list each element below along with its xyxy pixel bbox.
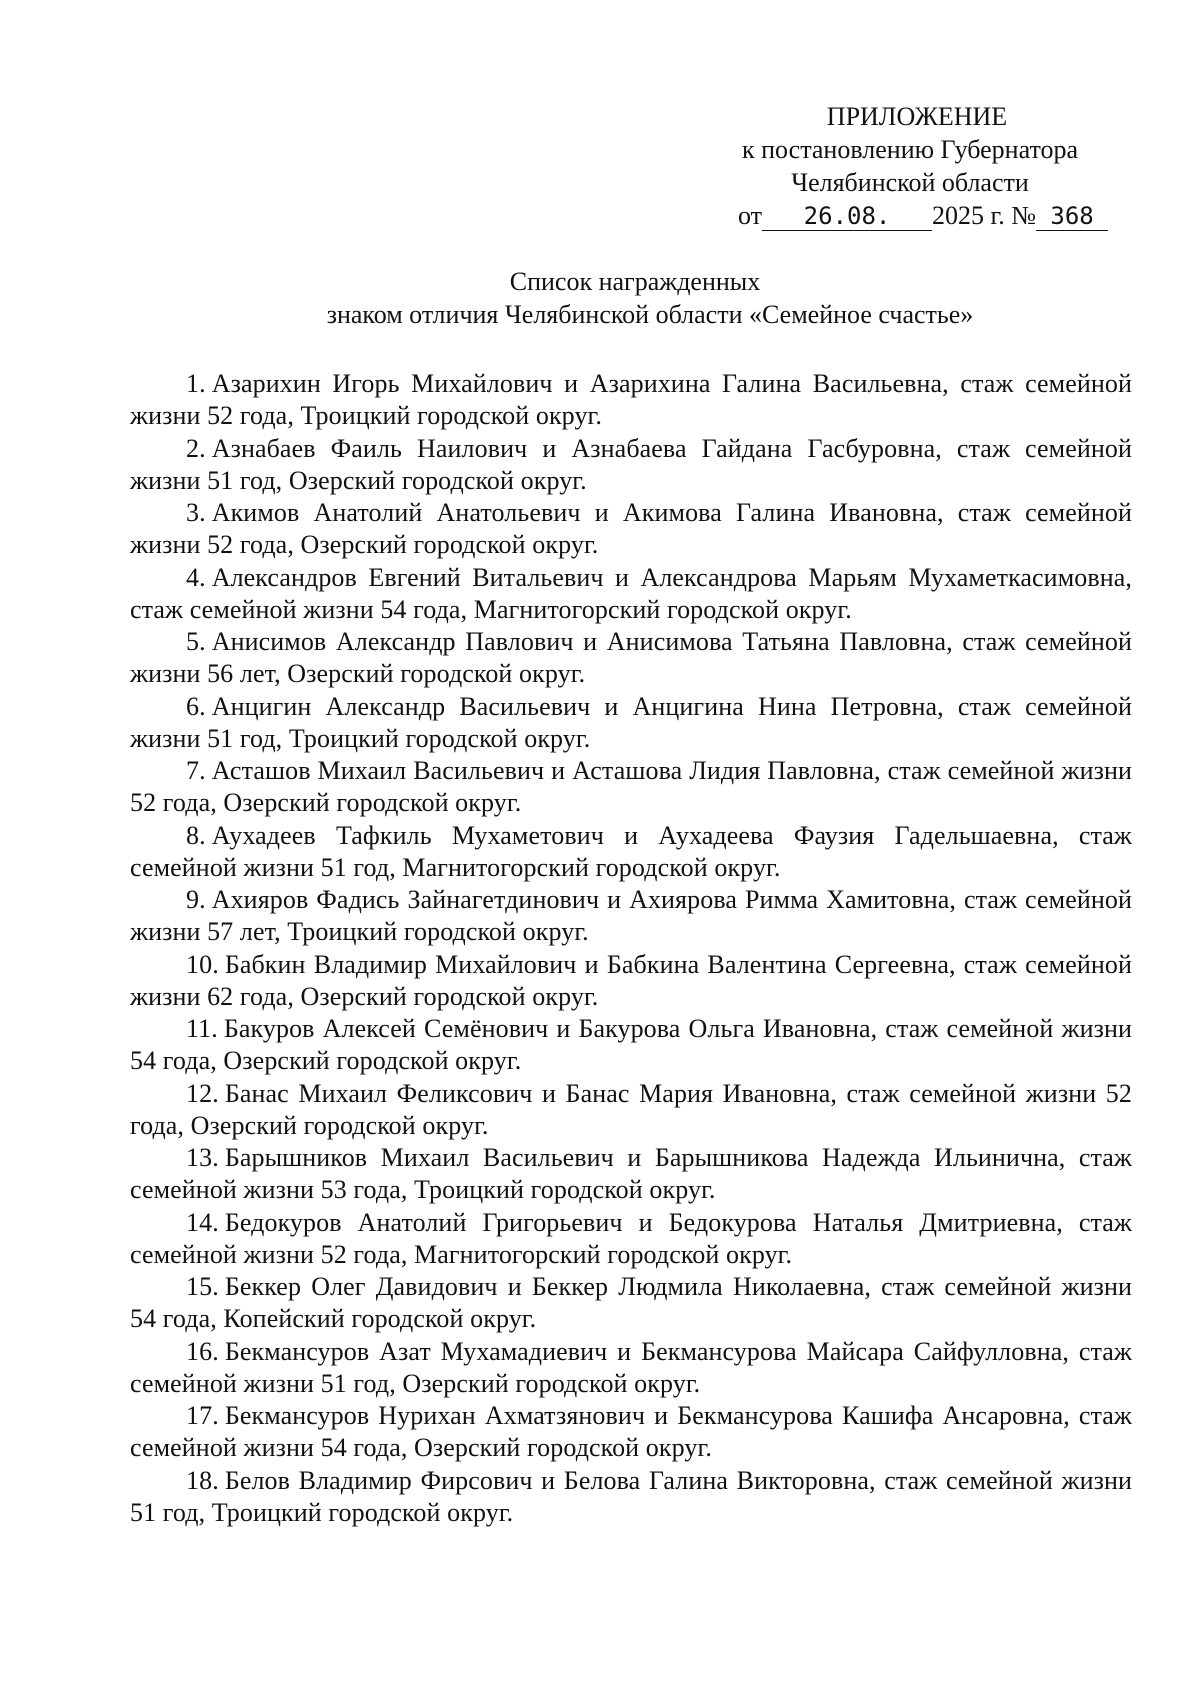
appendix-line-region: Челябинской области bbox=[791, 168, 1029, 197]
item-number: 2. bbox=[186, 433, 206, 463]
list-item bbox=[130, 884, 1132, 948]
list-item bbox=[130, 1465, 1132, 1529]
date-prefix: от bbox=[738, 201, 763, 230]
list-item bbox=[130, 1400, 1132, 1464]
list-item bbox=[130, 497, 1132, 561]
item-number: 5. bbox=[186, 627, 206, 656]
awardees-list bbox=[130, 368, 1132, 1529]
item-number: 7. bbox=[186, 756, 206, 785]
item-text: Акимов Анатолий Анатольевич и Акимова Галина Ивановна, стаж семейной жизни 52 года, Озерский городской округ. bbox=[130, 498, 1132, 559]
item-number: 10. bbox=[186, 949, 219, 979]
item-number: 17. bbox=[186, 1401, 219, 1430]
item-text: Анцигин Александр Васильевич и Анцигина Нина Петровна, стаж семейной жизни 51 год, Троицкий городской округ. bbox=[130, 691, 1132, 753]
list-item bbox=[130, 755, 1132, 819]
appendix-block bbox=[700, 100, 1120, 232]
heading-line-1: Список награжденных bbox=[509, 267, 761, 296]
decree-date: 26.08. bbox=[762, 202, 932, 231]
item-text: Азарихин Игорь Михайлович и Азарихина Галина Васильевна, стаж семейной жизни 52 года, Троицкий городской округ. bbox=[130, 369, 1132, 430]
item-text: Александров Евгений Витальевич и Александрова Марьям Мухаметкасимовна, стаж семейной жизни 54 года, Магнитогорский городской округ. bbox=[130, 562, 1132, 624]
item-text: Бакуров Алексей Семёнович и Бакурова Ольга Ивановна, стаж семейной жизни 54 года, Озерский городской округ. bbox=[130, 1014, 1132, 1075]
item-number: 1. bbox=[186, 369, 206, 398]
item-text: Ахияров Фадись Зайнагетдинович и Ахиярова Римма Хамитовна, стаж семейной жизни 57 лет, Троицкий городской округ. bbox=[130, 885, 1132, 946]
list-item bbox=[130, 1271, 1132, 1335]
item-number: 3. bbox=[186, 498, 206, 527]
item-text: Барышников Михаил Васильевич и Барышникова Надежда Ильинична, стаж семейной жизни 53 года, Троицкий городской округ. bbox=[130, 1143, 1132, 1204]
list-item bbox=[130, 433, 1132, 497]
list-item bbox=[130, 691, 1132, 755]
item-number: 6. bbox=[186, 691, 206, 721]
appendix-date-line bbox=[700, 199, 1120, 232]
list-item bbox=[130, 1078, 1132, 1142]
list-item bbox=[130, 820, 1132, 884]
list-heading bbox=[130, 265, 1140, 331]
list-item bbox=[130, 1207, 1132, 1271]
item-number: 18. bbox=[186, 1465, 219, 1495]
list-item bbox=[130, 1336, 1132, 1400]
item-text: Бекмансуров Азат Мухамадиевич и Бекмансурова Майсара Сайфулловна, стаж семейной жизни 51 год, Озерский городской округ. bbox=[130, 1336, 1132, 1398]
list-item bbox=[130, 949, 1132, 1013]
item-text: Бедокуров Анатолий Григорьевич и Бедокурова Наталья Дмитриевна, стаж семейной жизни 52 года, Магнитогорский городской округ. bbox=[130, 1207, 1132, 1269]
item-number: 13. bbox=[186, 1143, 219, 1172]
item-number: 12. bbox=[186, 1078, 219, 1108]
item-number: 16. bbox=[186, 1336, 219, 1366]
item-number: 11. bbox=[186, 1014, 218, 1043]
item-number: 9. bbox=[186, 885, 206, 914]
item-text: Белов Владимир Фирсович и Белова Галина Викторовна, стаж семейной жизни 51 год, Троицкий городской округ. bbox=[130, 1465, 1132, 1527]
list-item bbox=[130, 368, 1132, 432]
item-text: Банас Михаил Феликсович и Банас Мария Ивановна, стаж семейной жизни 52 года, Озерский городской округ. bbox=[130, 1078, 1132, 1140]
list-item bbox=[130, 562, 1132, 626]
list-item bbox=[130, 626, 1132, 690]
item-text: Асташов Михаил Васильевич и Асташова Лидия Павловна, стаж семейной жизни 52 года, Озерский городской округ. bbox=[130, 756, 1132, 817]
list-item bbox=[130, 1013, 1132, 1077]
item-text: Беккер Олег Давидович и Беккер Людмила Николаевна, стаж семейной жизни 54 года, Копейский городской округ. bbox=[130, 1272, 1132, 1333]
item-text: Анисимов Александр Павлович и Анисимова Татьяна Павловна, стаж семейной жизни 56 лет, Озерский городской округ. bbox=[130, 627, 1132, 688]
item-number: 4. bbox=[186, 562, 206, 592]
item-number: 15. bbox=[186, 1272, 219, 1301]
list-item bbox=[130, 1142, 1132, 1206]
decree-year: 2025 г. № bbox=[932, 201, 1037, 230]
item-text: Бекмансуров Нурихан Ахматзянович и Бекмансурова Кашифа Ансаровна, стаж семейной жизни 54 года, Озерский городской округ. bbox=[130, 1401, 1132, 1462]
item-number: 14. bbox=[186, 1207, 219, 1237]
item-text: Бабкин Владимир Михайлович и Бабкина Валентина Сергеевна, стаж семейной жизни 62 года, Озерский городской округ. bbox=[130, 949, 1132, 1011]
appendix-title: ПРИЛОЖЕНИЕ bbox=[826, 102, 1008, 131]
appendix-line-decree: к постановлению Губернатора bbox=[741, 135, 1079, 164]
decree-number: 368 bbox=[1036, 202, 1108, 231]
heading-line-2: знаком отличия Челябинской области «Семейное счастье» bbox=[326, 300, 974, 329]
item-text: Аухадеев Тафкиль Мухаметович и Аухадеева Фаузия Гадельшаевна, стаж семейной жизни 51 год, Магнитогорский городской округ. bbox=[130, 820, 1132, 882]
item-number: 8. bbox=[186, 820, 206, 850]
item-text: Азнабаев Фаиль Наилович и Азнабаева Гайдана Гасбуровна, стаж семейной жизни 51 год, Озерский городской округ. bbox=[130, 433, 1132, 495]
